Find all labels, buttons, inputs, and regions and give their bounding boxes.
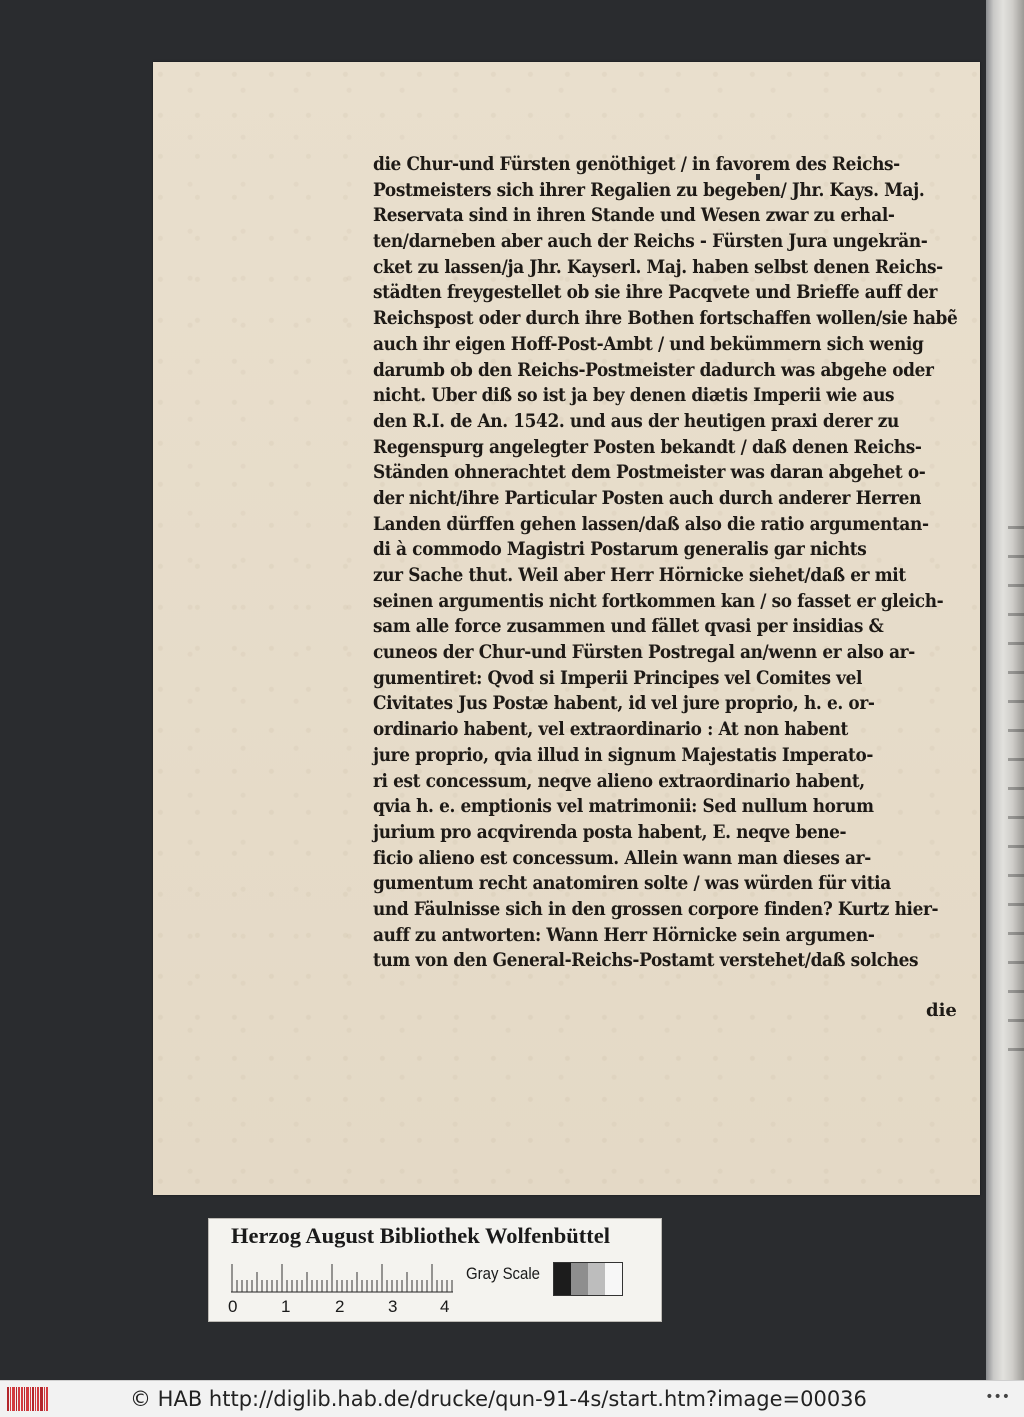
text-line: jure proprio, qvia illud in signum Majestatis Imperato- <box>373 744 874 766</box>
text-line: auff zu antworten: Wann Herr Hörnicke sein argumen- <box>373 924 875 946</box>
text-line: auch ihr eigen Hoff-Post-Ambt / und bekümmern sich wenig <box>373 333 924 355</box>
text-line: Reichspost oder durch ihre Bothen fortschaffen wollen/sie habẽ <box>373 308 958 330</box>
gray-swatch <box>571 1263 588 1295</box>
text-line: nicht. Uber diß so ist ja bey denen diætis Imperii wie aus <box>373 385 895 407</box>
ruler-label-1: 1 <box>281 1297 291 1316</box>
text-line: Reservata sind in ihren Stande und Wesen zwar zu erhal- <box>373 205 895 227</box>
text-line: ordinario habent, vel extraordinario : At non habent <box>373 719 848 741</box>
text-line: gumentiret: Qvod si Imperii Principes vel Comites vel <box>373 667 863 689</box>
text-line: Civitates Jus Postæ habent, id vel jure proprio, h. e. or- <box>373 693 875 715</box>
ruler-label-4: 4 <box>440 1297 450 1316</box>
footer-bar <box>0 1380 1024 1417</box>
scale-ruler <box>231 1263 453 1293</box>
text-line: und Fäulnisse sich in den grossen corpore finden? Kurtz hier- <box>373 898 939 920</box>
text-line: darumb ob den Reichs-Postmeister dadurch was abgehe oder <box>373 359 934 381</box>
gray-swatch <box>554 1263 571 1295</box>
more-icon[interactable]: ••• <box>985 1389 1010 1405</box>
catchword: die <box>926 1000 957 1021</box>
gray-swatch <box>588 1263 605 1295</box>
text-line: der nicht/ihre Particular Posten auch durch anderer Herren <box>373 487 922 509</box>
gray-scale-swatches <box>553 1262 623 1296</box>
text-line: Landen dürffen gehen lassen/daß also die ratio argumentan- <box>373 513 929 535</box>
text-line: den R.I. de An. 1542. und aus der heutigen praxi derer zu <box>373 410 899 432</box>
ruler-label-0: 0 <box>228 1297 238 1316</box>
page-text-block <box>373 152 958 974</box>
text-line: Postmeisters sich ihrer Regalien zu begeben/ Jhr. Kays. Maj. <box>373 179 925 201</box>
gray-swatch <box>605 1263 622 1295</box>
text-line: zur Sache thut. Weil aber Herr Hörnicke siehet/daß er mit <box>373 565 906 586</box>
text-line: ri est concessum, neqve alieno extraordinario habent, <box>373 770 865 792</box>
text-line: cket zu lassen/ja Jhr. Kayserl. Maj. haben selbst denen Reichs- <box>373 256 943 278</box>
text-line: ten/darneben aber auch der Reichs - Fürsten Jura ungekrän- <box>373 231 928 253</box>
gray-scale-label: Gray Scale <box>466 1264 541 1283</box>
ruler-label-3: 3 <box>388 1297 398 1316</box>
copyright-link[interactable]: © HAB http://diglib.hab.de/drucke/qun-91-4s/start.htm?image=00036 <box>130 1387 867 1411</box>
text-line: jurium pro acqvirenda posta habent, E. neqve bene- <box>373 821 847 843</box>
text-line: seinen argumentis nicht fortkommen kan / so fasset er gleich- <box>373 590 944 612</box>
text-line: sam alle force zusammen und fället qvasi per insidias & <box>373 616 884 638</box>
text-line: tum von den General-Reichs-Postamt verstehet/daß solches <box>373 950 919 972</box>
text-line: di à commodo Magistri Postarum generalis gar nichts <box>373 539 867 561</box>
hab-barcode-logo-icon[interactable] <box>6 1385 50 1413</box>
text-line: Regenspurg angelegter Posten bekandt / daß denen Reichs- <box>373 436 922 458</box>
text-line: städten freygestellet ob sie ihre Pacqvete und Brieffe auff der <box>373 282 938 304</box>
text-line: Ständen ohnerachtet dem Postmeister was daran abgehet o- <box>373 462 926 484</box>
ruler-label-2: 2 <box>335 1297 345 1316</box>
color-reference-card <box>208 1218 662 1322</box>
text-line: qvia h. e. emptionis vel matrimonii: Sed nullum horum <box>373 796 874 818</box>
text-line: cuneos der Chur-und Fürsten Postregal an/wenn er also ar- <box>373 642 915 664</box>
text-line: gumentum recht anatomiren solte / was würden für vitia <box>373 873 891 895</box>
text-line: ficio alieno est concessum. Allein wann man dieses ar- <box>373 847 871 869</box>
adjacent-leaf-edge <box>986 0 1024 1380</box>
text-line: die Chur-und Fürsten genöthiget / in favorem des Reichs- <box>373 154 900 175</box>
library-name: Herzog August Bibliothek Wolfenbüttel <box>231 1223 610 1248</box>
